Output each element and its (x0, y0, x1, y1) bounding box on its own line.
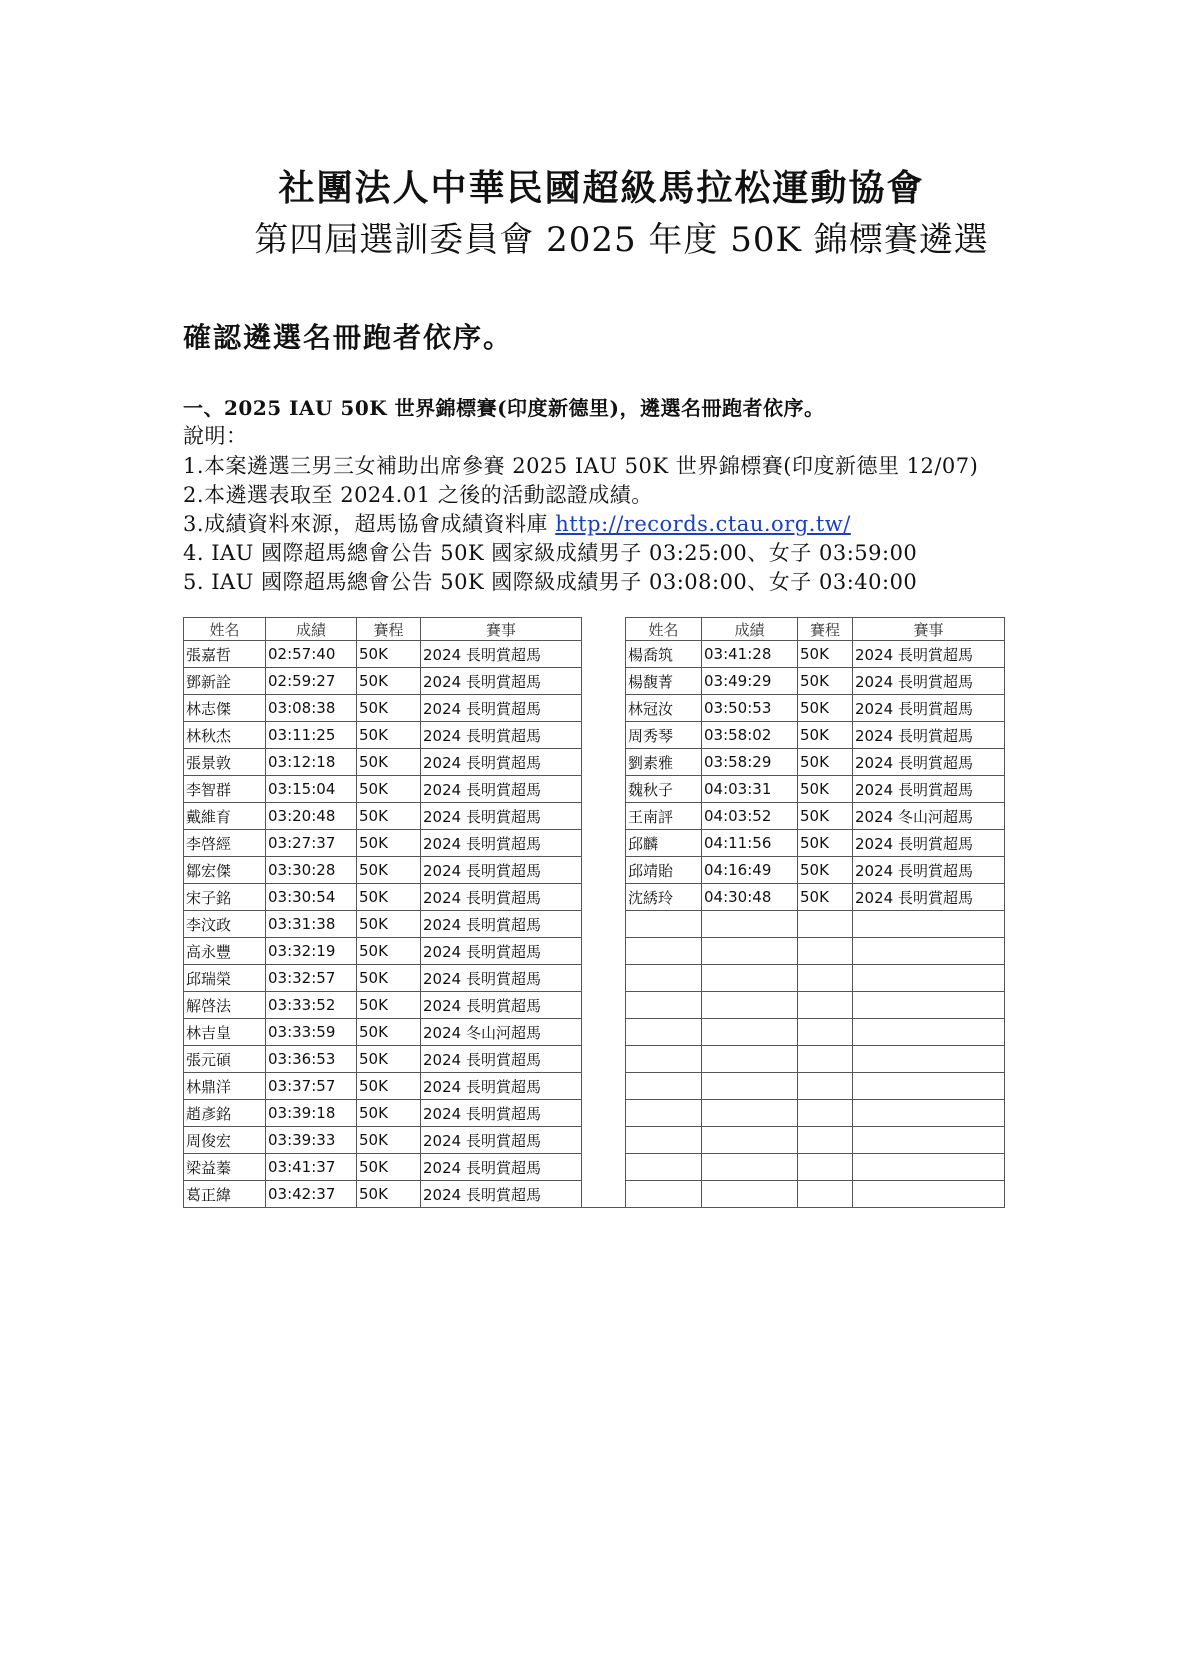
male-result-cell: 03:31:38 (266, 911, 357, 938)
table-row (184, 641, 1005, 668)
male-name-cell: 解啓法 (184, 992, 266, 1019)
male-distance-cell: 50K (357, 1181, 421, 1208)
female-distance-cell (798, 1127, 853, 1154)
gap-cell (582, 1046, 626, 1073)
female-distance-cell (798, 1073, 853, 1100)
document-title: 社團法人中華民國超級馬拉松運動協會 (278, 167, 925, 209)
male-event-cell: 2024 長明賞超馬 (421, 1127, 582, 1154)
male-name-cell: 張嘉哲 (184, 641, 266, 668)
male-name-cell: 林鼎洋 (184, 1073, 266, 1100)
male-event-cell: 2024 長明賞超馬 (421, 992, 582, 1019)
female-result-cell (702, 1073, 798, 1100)
female-name-cell (626, 1073, 702, 1100)
female-event-cell (853, 1181, 1005, 1208)
male-result-cell: 03:27:37 (266, 830, 357, 857)
gap-cell (582, 668, 626, 695)
male-name-cell: 張景敦 (184, 749, 266, 776)
female-distance-cell (798, 1046, 853, 1073)
female-name-cell (626, 1100, 702, 1127)
female-distance-cell: 50K (798, 776, 853, 803)
female-distance-cell: 50K (798, 857, 853, 884)
gap-cell (582, 776, 626, 803)
female-event-cell (853, 992, 1005, 1019)
female-event-cell (853, 1127, 1005, 1154)
selection-table (183, 617, 1005, 1208)
female-result-cell: 03:50:53 (702, 695, 798, 722)
header-name-male: 姓名 (184, 618, 266, 641)
gap-cell (582, 803, 626, 830)
male-event-cell: 2024 長明賞超馬 (421, 722, 582, 749)
gap-cell (582, 749, 626, 776)
female-distance-cell (798, 1154, 853, 1181)
female-distance-cell: 50K (798, 830, 853, 857)
male-distance-cell: 50K (357, 1073, 421, 1100)
male-result-cell: 03:30:28 (266, 857, 357, 884)
table-row (184, 884, 1005, 911)
female-distance-cell: 50K (798, 668, 853, 695)
female-name-cell (626, 938, 702, 965)
female-result-cell (702, 965, 798, 992)
male-distance-cell: 50K (357, 1127, 421, 1154)
female-name-cell: 周秀琴 (626, 722, 702, 749)
table-row (184, 965, 1005, 992)
table-row (184, 776, 1005, 803)
female-name-cell (626, 1127, 702, 1154)
female-result-cell (702, 1181, 798, 1208)
female-name-cell: 王南評 (626, 803, 702, 830)
female-event-cell: 2024 長明賞超馬 (853, 695, 1005, 722)
female-event-cell (853, 938, 1005, 965)
gap-cell (582, 965, 626, 992)
male-name-cell: 林秋杰 (184, 722, 266, 749)
female-name-cell (626, 992, 702, 1019)
male-result-cell: 03:12:18 (266, 749, 357, 776)
female-result-cell: 04:30:48 (702, 884, 798, 911)
header-result-male: 成績 (266, 618, 357, 641)
section-heading: 確認遴選名冊跑者依序。 (183, 321, 514, 354)
female-event-cell: 2024 長明賞超馬 (853, 749, 1005, 776)
table-header-row (184, 618, 1005, 641)
male-distance-cell: 50K (357, 857, 421, 884)
male-distance-cell: 50K (357, 1046, 421, 1073)
male-result-cell: 03:32:19 (266, 938, 357, 965)
gap-cell (582, 1100, 626, 1127)
female-result-cell: 03:41:28 (702, 641, 798, 668)
female-name-cell: 楊喬筑 (626, 641, 702, 668)
gap-cell (582, 1019, 626, 1046)
female-result-cell: 03:49:29 (702, 668, 798, 695)
male-result-cell: 03:36:53 (266, 1046, 357, 1073)
records-link[interactable]: http://records.ctau.org.tw/ (555, 512, 851, 536)
male-distance-cell: 50K (357, 1154, 421, 1181)
gap-cell (582, 641, 626, 668)
male-result-cell: 03:39:18 (266, 1100, 357, 1127)
table-row (184, 1046, 1005, 1073)
female-event-cell: 2024 長明賞超馬 (853, 641, 1005, 668)
male-name-cell: 高永豐 (184, 938, 266, 965)
male-distance-cell: 50K (357, 722, 421, 749)
male-name-cell: 梁益蓁 (184, 1154, 266, 1181)
male-result-cell: 03:11:25 (266, 722, 357, 749)
table-row (184, 695, 1005, 722)
female-event-cell: 2024 長明賞超馬 (853, 722, 1005, 749)
table-row (184, 992, 1005, 1019)
female-distance-cell (798, 938, 853, 965)
female-event-cell (853, 1154, 1005, 1181)
header-result-female: 成績 (702, 618, 798, 641)
header-distance-male: 賽程 (357, 618, 421, 641)
male-distance-cell: 50K (357, 911, 421, 938)
note-3 (183, 508, 851, 538)
table-row (184, 1127, 1005, 1154)
female-name-cell: 劉素雅 (626, 749, 702, 776)
table-row (184, 749, 1005, 776)
male-name-cell: 戴維育 (184, 803, 266, 830)
male-distance-cell: 50K (357, 803, 421, 830)
male-event-cell: 2024 長明賞超馬 (421, 1154, 582, 1181)
male-event-cell: 2024 長明賞超馬 (421, 857, 582, 884)
male-name-cell: 李汶政 (184, 911, 266, 938)
female-event-cell (853, 1073, 1005, 1100)
female-event-cell (853, 1100, 1005, 1127)
gap-cell (582, 992, 626, 1019)
male-name-cell: 邱瑞榮 (184, 965, 266, 992)
female-event-cell (853, 1019, 1005, 1046)
male-name-cell: 周俊宏 (184, 1127, 266, 1154)
note-1: 1.本案遴選三男三女補助出席參賽 2025 IAU 50K 世界錦標賽(印度新德里 12/07) (183, 454, 979, 478)
male-event-cell: 2024 長明賞超馬 (421, 641, 582, 668)
male-event-cell: 2024 長明賞超馬 (421, 938, 582, 965)
female-result-cell (702, 992, 798, 1019)
female-event-cell: 2024 長明賞超馬 (853, 830, 1005, 857)
table-row (184, 938, 1005, 965)
male-distance-cell: 50K (357, 1019, 421, 1046)
male-event-cell: 2024 長明賞超馬 (421, 911, 582, 938)
gap-cell (582, 884, 626, 911)
header-gap (582, 618, 626, 641)
female-name-cell: 邱靖貽 (626, 857, 702, 884)
table-row (184, 803, 1005, 830)
female-event-cell: 2024 長明賞超馬 (853, 857, 1005, 884)
male-event-cell: 2024 長明賞超馬 (421, 965, 582, 992)
male-name-cell: 李智群 (184, 776, 266, 803)
male-distance-cell: 50K (357, 749, 421, 776)
document-subtitle: 第四屆選訓委員會 2025 年度 50K 錦標賽遴選 (254, 220, 989, 260)
female-distance-cell (798, 1100, 853, 1127)
female-result-cell (702, 911, 798, 938)
table-row (184, 1181, 1005, 1208)
male-result-cell: 03:08:38 (266, 695, 357, 722)
male-distance-cell: 50K (357, 965, 421, 992)
male-result-cell: 03:39:33 (266, 1127, 357, 1154)
male-result-cell: 03:41:37 (266, 1154, 357, 1181)
female-name-cell (626, 1181, 702, 1208)
male-name-cell: 鄧新詮 (184, 668, 266, 695)
gap-cell (582, 938, 626, 965)
gap-cell (582, 1127, 626, 1154)
female-distance-cell: 50K (798, 695, 853, 722)
gap-cell (582, 911, 626, 938)
male-name-cell: 宋子銘 (184, 884, 266, 911)
male-name-cell: 林志傑 (184, 695, 266, 722)
male-result-cell: 03:30:54 (266, 884, 357, 911)
header-name-female: 姓名 (626, 618, 702, 641)
male-name-cell: 鄒宏傑 (184, 857, 266, 884)
table-row (184, 857, 1005, 884)
gap-cell (582, 1073, 626, 1100)
female-name-cell: 楊馥菁 (626, 668, 702, 695)
table-row (184, 668, 1005, 695)
female-event-cell: 2024 長明賞超馬 (853, 776, 1005, 803)
male-name-cell: 林吉皇 (184, 1019, 266, 1046)
female-event-cell (853, 911, 1005, 938)
male-event-cell: 2024 長明賞超馬 (421, 830, 582, 857)
female-result-cell: 04:03:52 (702, 803, 798, 830)
male-name-cell: 葛正緯 (184, 1181, 266, 1208)
female-name-cell (626, 965, 702, 992)
male-result-cell: 03:37:57 (266, 1073, 357, 1100)
male-result-cell: 03:33:59 (266, 1019, 357, 1046)
gap-cell (582, 695, 626, 722)
male-result-cell: 03:32:57 (266, 965, 357, 992)
female-distance-cell (798, 1019, 853, 1046)
male-name-cell: 趙彥銘 (184, 1100, 266, 1127)
gap-cell (582, 1181, 626, 1208)
female-name-cell: 邱麟 (626, 830, 702, 857)
gap-cell (582, 857, 626, 884)
female-name-cell: 林冠汝 (626, 695, 702, 722)
male-result-cell: 03:42:37 (266, 1181, 357, 1208)
male-distance-cell: 50K (357, 776, 421, 803)
female-event-cell (853, 965, 1005, 992)
male-distance-cell: 50K (357, 641, 421, 668)
female-distance-cell (798, 965, 853, 992)
female-name-cell: 沈綉玲 (626, 884, 702, 911)
male-distance-cell: 50K (357, 992, 421, 1019)
female-result-cell (702, 1046, 798, 1073)
female-event-cell (853, 1046, 1005, 1073)
female-event-cell: 2024 長明賞超馬 (853, 884, 1005, 911)
male-result-cell: 02:59:27 (266, 668, 357, 695)
table-row (184, 1154, 1005, 1181)
female-distance-cell: 50K (798, 641, 853, 668)
female-name-cell: 魏秋子 (626, 776, 702, 803)
female-result-cell (702, 1019, 798, 1046)
notes-label: 說明： (183, 424, 248, 448)
male-event-cell: 2024 長明賞超馬 (421, 776, 582, 803)
male-event-cell: 2024 長明賞超馬 (421, 884, 582, 911)
male-distance-cell: 50K (357, 1100, 421, 1127)
female-name-cell (626, 1019, 702, 1046)
header-event-female: 賽事 (853, 618, 1005, 641)
female-result-cell (702, 938, 798, 965)
male-name-cell: 李啓經 (184, 830, 266, 857)
female-event-cell: 2024 長明賞超馬 (853, 668, 1005, 695)
male-distance-cell: 50K (357, 695, 421, 722)
male-distance-cell: 50K (357, 830, 421, 857)
note-4: 4. IAU 國際超馬總會公告 50K 國家級成績男子 03:25:00、女子 03:59:00 (183, 541, 918, 565)
female-distance-cell (798, 911, 853, 938)
table-row (184, 722, 1005, 749)
female-result-cell (702, 1127, 798, 1154)
female-distance-cell: 50K (798, 884, 853, 911)
male-event-cell: 2024 長明賞超馬 (421, 695, 582, 722)
table-row (184, 1019, 1005, 1046)
table-row (184, 1100, 1005, 1127)
female-distance-cell (798, 992, 853, 1019)
male-event-cell: 2024 長明賞超馬 (421, 1073, 582, 1100)
female-name-cell (626, 1046, 702, 1073)
female-distance-cell: 50K (798, 803, 853, 830)
table-row (184, 830, 1005, 857)
table-row (184, 911, 1005, 938)
female-event-cell: 2024 冬山河超馬 (853, 803, 1005, 830)
male-distance-cell: 50K (357, 668, 421, 695)
male-event-cell: 2024 長明賞超馬 (421, 668, 582, 695)
female-result-cell (702, 1154, 798, 1181)
male-result-cell: 03:15:04 (266, 776, 357, 803)
female-result-cell: 03:58:29 (702, 749, 798, 776)
female-result-cell: 04:11:56 (702, 830, 798, 857)
table-row (184, 1073, 1005, 1100)
male-event-cell: 2024 冬山河超馬 (421, 1019, 582, 1046)
female-result-cell: 04:03:31 (702, 776, 798, 803)
male-event-cell: 2024 長明賞超馬 (421, 803, 582, 830)
section-title: 一、2025 IAU 50K 世界錦標賽(印度新德里)，遴選名冊跑者依序。 (183, 396, 825, 420)
male-event-cell: 2024 長明賞超馬 (421, 1046, 582, 1073)
gap-cell (582, 1154, 626, 1181)
female-distance-cell (798, 1181, 853, 1208)
male-distance-cell: 50K (357, 938, 421, 965)
male-event-cell: 2024 長明賞超馬 (421, 749, 582, 776)
gap-cell (582, 722, 626, 749)
female-distance-cell: 50K (798, 722, 853, 749)
header-event-male: 賽事 (421, 618, 582, 641)
note-3-text: 3.成績資料來源，超馬協會成績資料庫 (183, 512, 556, 536)
female-result-cell: 04:16:49 (702, 857, 798, 884)
female-result-cell (702, 1100, 798, 1127)
female-name-cell (626, 911, 702, 938)
male-name-cell: 張元碩 (184, 1046, 266, 1073)
gap-cell (582, 830, 626, 857)
female-result-cell: 03:58:02 (702, 722, 798, 749)
male-result-cell: 03:20:48 (266, 803, 357, 830)
male-event-cell: 2024 長明賞超馬 (421, 1100, 582, 1127)
male-result-cell: 03:33:52 (266, 992, 357, 1019)
male-event-cell: 2024 長明賞超馬 (421, 1181, 582, 1208)
female-name-cell (626, 1154, 702, 1181)
note-2: 2.本遴選表取至 2024.01 之後的活動認證成績。 (183, 483, 653, 507)
male-result-cell: 02:57:40 (266, 641, 357, 668)
header-distance-female: 賽程 (798, 618, 853, 641)
note-5: 5. IAU 國際超馬總會公告 50K 國際級成績男子 03:08:00、女子 03:40:00 (183, 570, 918, 594)
female-distance-cell: 50K (798, 749, 853, 776)
male-distance-cell: 50K (357, 884, 421, 911)
